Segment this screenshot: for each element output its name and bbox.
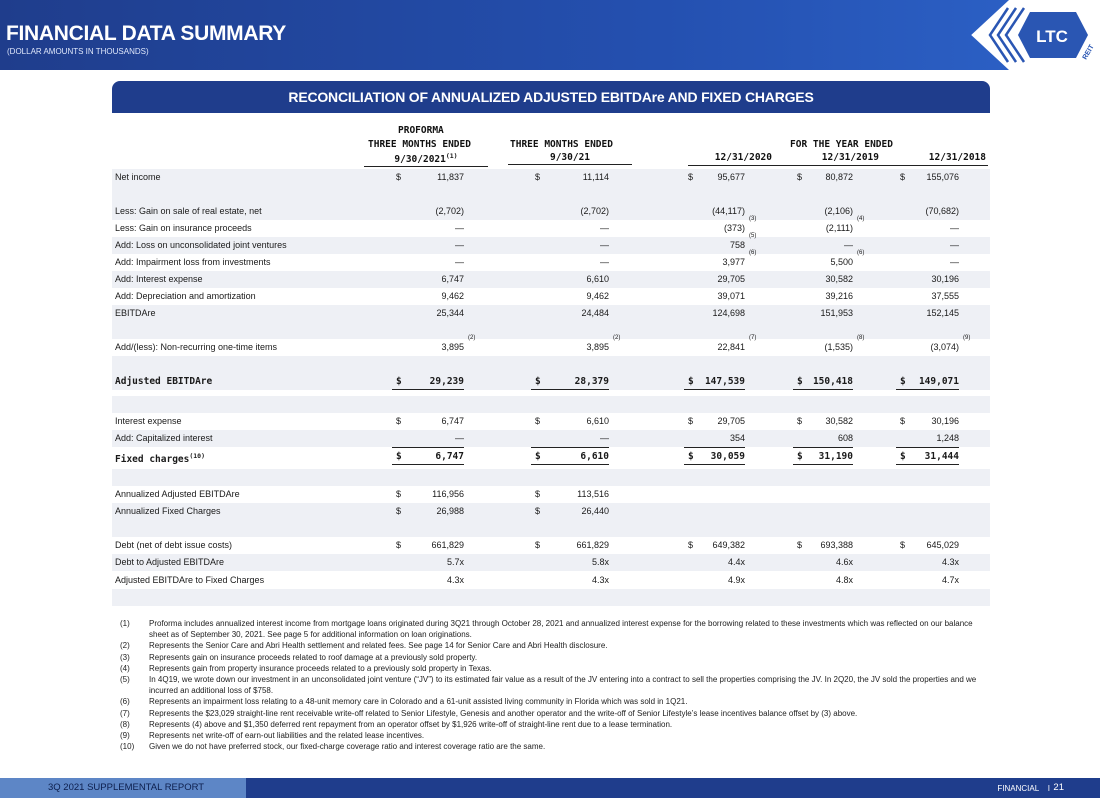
row-label: Add: Depreciation and amortization xyxy=(115,291,256,301)
value-cell: — xyxy=(950,223,959,233)
page-title: FINANCIAL DATA SUMMARY xyxy=(6,22,286,45)
spacer-band xyxy=(112,186,990,203)
value-cell: (2,111) (4) xyxy=(825,216,865,233)
value-cell: 3,977 (6) xyxy=(722,250,757,267)
row-label: Debt (net of debt issue costs) xyxy=(115,540,233,550)
footnotes xyxy=(120,618,984,752)
row-label: EBITDAre xyxy=(115,308,156,318)
value-cell: 151,953 xyxy=(820,308,853,318)
value-cell: $ 6,747 xyxy=(396,416,464,426)
value-cell: (2,106) xyxy=(824,206,853,216)
table-row xyxy=(112,271,990,288)
row-label: Annualized Adjusted EBITDAre xyxy=(115,489,240,499)
value-cell: — xyxy=(455,223,464,233)
value-cell: $ 11,114 xyxy=(535,172,609,182)
value-cell: — xyxy=(455,240,464,250)
value-cell: $ 661,829 xyxy=(535,540,609,550)
value-cell: $ 693,388 xyxy=(797,540,853,550)
footnote-item: (9) Represents net write-off of earn-out liabilities and the related lease incentives. xyxy=(120,731,425,741)
footnote-ref: (2) xyxy=(613,335,621,341)
section-title: RECONCILIATION OF ANNUALIZED ADJUSTED EBITDAre AND FIXED CHARGES xyxy=(112,81,990,113)
footnote-ref: (5) xyxy=(749,233,757,239)
row-label: Add: Loss on unconsolidated joint ventures xyxy=(115,240,287,250)
footnote-ref: (8) xyxy=(857,335,865,341)
value-cell: (2,702) xyxy=(580,206,609,216)
row-label: Debt to Adjusted EBITDAre xyxy=(115,557,225,567)
value-cell: 5,500 (6) xyxy=(830,250,865,267)
ltc-logo-icon xyxy=(988,2,1098,68)
table-row xyxy=(112,373,990,390)
value-cell: 4.3x xyxy=(446,575,464,585)
value-cell: 22,841 (7) xyxy=(717,335,757,352)
value-cell: (2,702) xyxy=(435,206,464,216)
value-cell: $ 150,418 xyxy=(797,373,853,390)
row-label: Less: Gain on insurance proceeds xyxy=(115,223,252,233)
footnote-item: (6) Represents an impairment loss relating to a 48-unit memory care in Colorado and a 61-unit assisted living community in Florida which was sold in 1Q21. xyxy=(120,697,688,707)
value-cell: $ 6,610 xyxy=(535,448,609,465)
value-cell: $ 28,379 xyxy=(535,373,609,390)
spacer-band xyxy=(112,520,990,537)
value-cell: — xyxy=(600,240,609,250)
logo-text: LTC xyxy=(1036,27,1068,46)
table-row xyxy=(112,486,990,503)
footnote-item: (2) Represents the Senior Care and Abri Health settlement and related fees. See page 14 for Senior Care and Abri Health disclosure. xyxy=(120,641,608,651)
value-cell: 608 xyxy=(837,433,853,443)
header-col-3: 12/31/2020 xyxy=(714,152,772,163)
value-cell: $ 80,872 xyxy=(797,172,853,182)
table-row xyxy=(112,169,990,186)
value-cell: (1,535) (8) xyxy=(824,335,865,352)
value-cell: $ 31,190 xyxy=(797,448,853,465)
value-cell: 4.3x xyxy=(591,575,609,585)
value-cell: $ 6,610 xyxy=(535,416,609,426)
value-cell: (44,117) xyxy=(712,206,745,216)
value-cell: — xyxy=(950,257,959,267)
footnote-ref: (9) xyxy=(963,335,971,341)
table-row xyxy=(112,335,990,356)
table-row xyxy=(112,430,990,447)
spacer-band xyxy=(112,356,990,373)
table-row xyxy=(112,537,990,554)
footnote-ref: (2) xyxy=(468,335,476,341)
row-label: Fixed charges$^{(10)}$ xyxy=(115,452,206,465)
footnote-item: (4) Represents gain from property insurance proceeds related to a previously sold property in Texas. xyxy=(120,663,492,673)
logo-sub-text: REIT xyxy=(1081,43,1096,61)
row-label: Less: Gain on sale of real estate, net xyxy=(115,206,262,216)
value-cell: $ 29,239 xyxy=(396,373,464,390)
value-cell: 1,248 xyxy=(936,433,959,443)
row-label: Interest expense xyxy=(115,416,182,426)
table-row xyxy=(112,305,990,322)
footnote-ref: (6) xyxy=(857,250,865,256)
value-cell: $ 661,829 xyxy=(396,540,464,550)
row-label: Adjusted EBITDAre to Fixed Charges xyxy=(115,575,265,585)
row-label: Add/(less): Non-recurring one-time items xyxy=(115,342,278,352)
value-cell: 4.7x xyxy=(941,575,959,585)
value-cell: 354 xyxy=(729,433,745,443)
footnote-item: (3) Represents gain on insurance proceeds related to roof damage at a previously sold property. xyxy=(120,652,478,662)
value-cell: 152,145 xyxy=(926,308,959,318)
spacer-band xyxy=(112,396,990,413)
footnote-ref: (4) xyxy=(857,216,865,222)
table-row xyxy=(112,413,990,430)
value-cell: — xyxy=(844,240,853,250)
value-cell: 4.9x xyxy=(727,575,745,585)
footnote-item: (1) Proforma includes annualized interest income from mortgage loans originated during 3Q21 through October 28, 2021 and annualized interest expense for the borrowing related to these investments which was reflected on our balance sheet as of September 30, 2021. See page 5 for additional information on loan originations. xyxy=(120,619,973,640)
value-cell: $ 31,444 xyxy=(900,448,959,465)
value-cell: $ 26,440 xyxy=(535,506,609,516)
value-cell: 4.6x xyxy=(835,557,853,567)
value-cell: 5.8x xyxy=(591,557,609,567)
value-cell: 37,555 xyxy=(931,291,959,301)
value-cell: 24,484 xyxy=(581,308,609,318)
value-cell: — xyxy=(600,223,609,233)
row-label: Annualized Fixed Charges xyxy=(115,506,221,516)
value-cell: $ 26,988 xyxy=(396,506,464,516)
footnote-ref: (3) xyxy=(749,216,757,222)
value-cell: 4.8x xyxy=(835,575,853,585)
value-cell: 124,698 xyxy=(712,308,745,318)
row-label: Adjusted EBITDAre xyxy=(115,376,213,387)
value-cell: 30,196 xyxy=(931,274,959,284)
row-label: Add: Impairment loss from investments xyxy=(115,257,271,267)
value-cell: 39,216 xyxy=(825,291,853,301)
header-col-5: 12/31/2018 xyxy=(928,152,986,163)
footer-bar xyxy=(0,778,1100,798)
value-cell: $ 147,539 xyxy=(688,373,745,390)
value-cell: — xyxy=(950,240,959,250)
table-row xyxy=(112,554,990,571)
value-cell: 30,582 xyxy=(825,274,853,284)
top-banner xyxy=(0,0,1100,70)
value-cell: $ 149,071 xyxy=(900,373,959,390)
table-row xyxy=(112,503,990,520)
value-cell: $ 11,837 xyxy=(396,172,464,182)
footer-report-title: 3Q 2021 SUPPLEMENTAL REPORT xyxy=(48,782,205,793)
value-cell: $ 95,677 xyxy=(688,172,745,182)
value-cell: 39,071 xyxy=(717,291,745,301)
value-cell: $ 155,076 xyxy=(900,172,959,182)
value-cell: 4.3x xyxy=(941,557,959,567)
value-cell: $ 30,059 xyxy=(688,448,745,465)
value-cell: 4.4x xyxy=(727,557,745,567)
header-proforma: PROFORMA xyxy=(398,125,444,136)
value-cell: $ 6,747 xyxy=(396,448,464,465)
value-cell: 3,895 (2) xyxy=(441,335,476,352)
header-year-ended: FOR THE YEAR ENDED xyxy=(790,139,893,150)
value-cell: 9,462 xyxy=(586,291,609,301)
value-cell: $ 113,516 xyxy=(535,489,609,499)
page-subtitle: (DOLLAR AMOUNTS IN THOUSANDS) xyxy=(7,47,149,56)
spacer-band xyxy=(112,589,990,606)
footnote-item: (8) Represents (4) above and $1,350 deferred rent repayment from an operator offset by $1,926 write-off of straight-line rent due to a lease termination. xyxy=(120,719,673,729)
footnote-item: (10) Given we do not have preferred stock, our fixed-charge coverage ratio and interest coverage ratio are the same. xyxy=(120,742,546,752)
value-cell: (3,074) (9) xyxy=(930,335,971,352)
value-cell: 9,462 xyxy=(441,291,464,301)
footer-page-number: 21 xyxy=(1053,782,1064,793)
value-cell: 3,895 (2) xyxy=(586,335,621,352)
footnote-ref: (6) xyxy=(749,250,757,256)
value-cell: 6,747 xyxy=(441,274,464,284)
table-row xyxy=(112,250,990,271)
value-cell: — xyxy=(600,257,609,267)
footnote-ref: (7) xyxy=(749,335,757,341)
table-row xyxy=(112,216,990,237)
value-cell: $ 30,196 xyxy=(900,416,959,426)
table-row xyxy=(112,288,990,305)
row-label: Add: Capitalized interest xyxy=(115,433,213,443)
value-cell: — xyxy=(455,257,464,267)
row-label: Add: Interest expense xyxy=(115,274,203,284)
value-cell: $ 116,956 xyxy=(396,489,464,499)
value-cell: 6,610 xyxy=(586,274,609,284)
footer-section: FINANCIAL I xyxy=(997,784,1050,793)
header-col-4: 12/31/2019 xyxy=(821,152,879,163)
value-cell: — xyxy=(600,433,609,443)
value-cell: 29,705 xyxy=(717,274,745,284)
value-cell: $ 645,029 xyxy=(900,540,959,550)
footnote-item: (5) In 4Q19, we wrote down our investment in an unconsolidated joint venture (“JV”) to its estimated fair value as a result of the JV entering into a contract to sell the properties comprising the JV. In 2Q20, the JV sold the properties and we incurred an additional loss of $758. xyxy=(120,675,977,696)
header-three-months-1: THREE MONTHS ENDED xyxy=(368,139,471,150)
value-cell: $ 29,705 xyxy=(688,416,745,426)
value-cell: $ 30,582 xyxy=(797,416,853,426)
footnote-item: (7) Represents the $23,029 straight-line rent receivable write-off related to Senior Lifestyle, Genesis and another operator and the write-off of Senior Lifestyle’s lease incentives balance offset by (3) above. xyxy=(120,708,858,718)
row-label: Net income xyxy=(115,172,161,182)
value-cell: (70,682) xyxy=(925,206,959,216)
value-cell: 758 (5) xyxy=(729,233,757,250)
spacer-band xyxy=(112,469,990,486)
value-cell: 5.7x xyxy=(446,557,464,567)
header-col-2: 9/30/21 xyxy=(508,152,632,165)
table-row xyxy=(112,448,990,465)
table-row xyxy=(112,572,990,589)
header-col-1: 9/30/2021$^{(1)}$ xyxy=(364,152,488,167)
value-cell: — xyxy=(455,433,464,443)
header-three-months-2: THREE MONTHS ENDED xyxy=(510,139,613,150)
value-cell: 25,344 xyxy=(436,308,464,318)
value-cell: (373) (3) xyxy=(723,216,757,233)
value-cell: $ 649,382 xyxy=(688,540,745,550)
